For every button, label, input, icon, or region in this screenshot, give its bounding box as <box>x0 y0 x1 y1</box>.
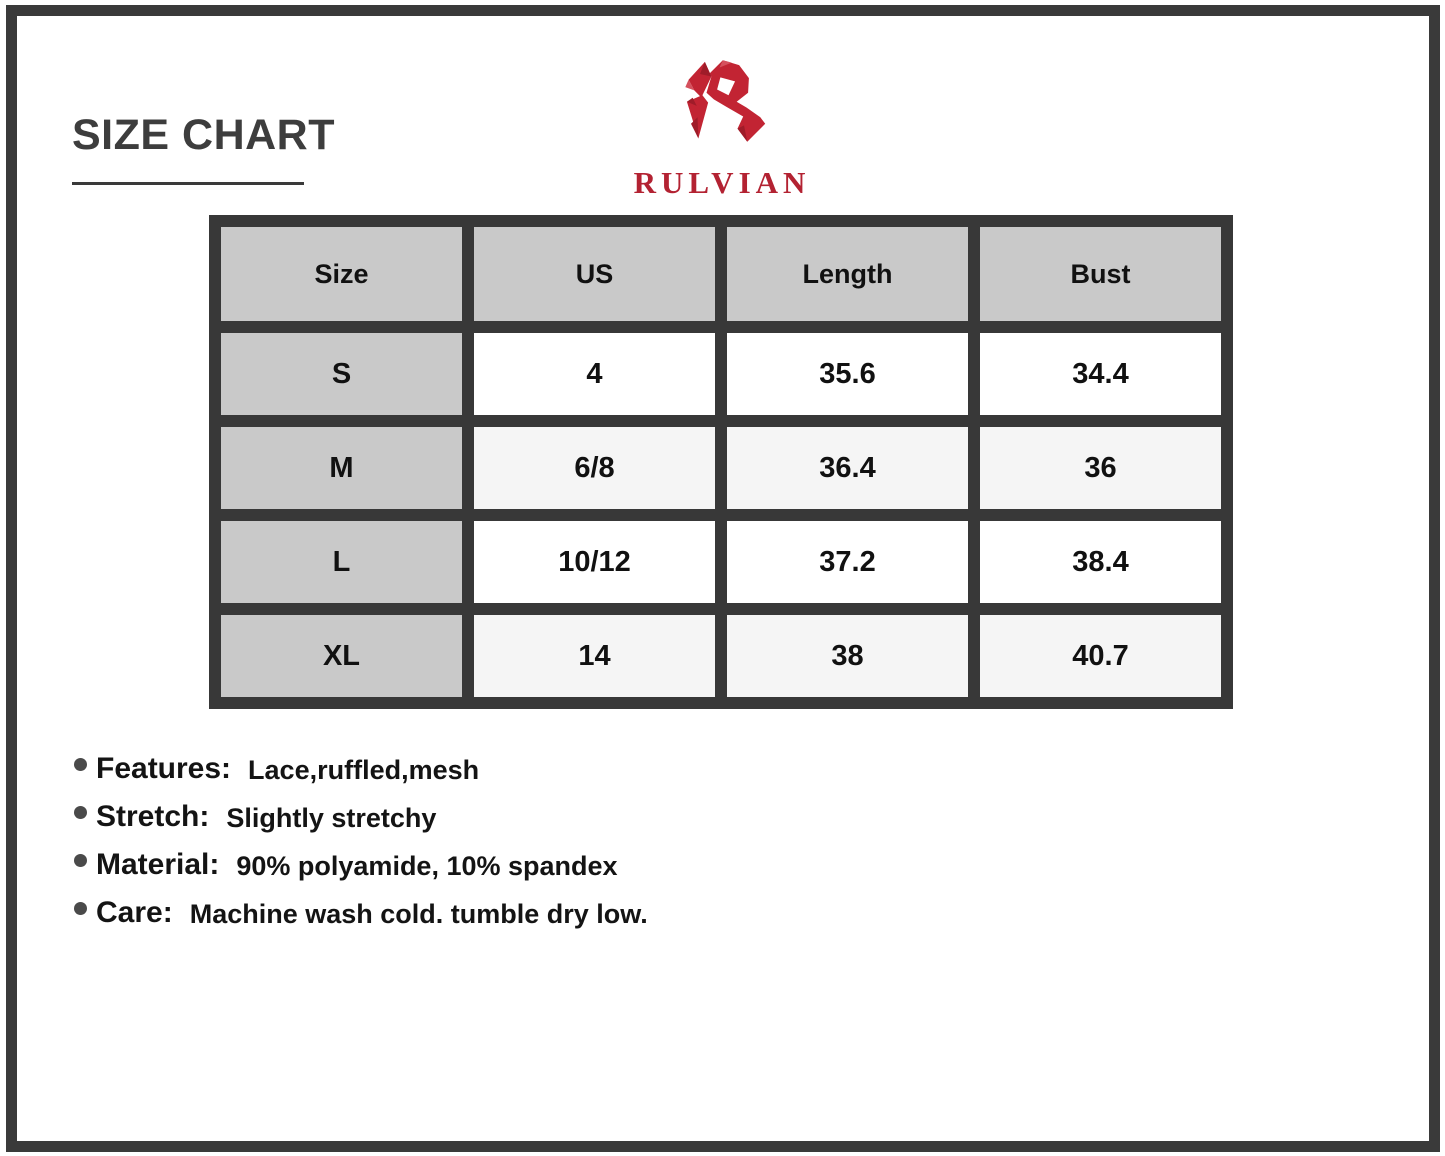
cell-length: 38 <box>727 615 968 697</box>
cell-length: 36.4 <box>727 427 968 509</box>
cell-length: 37.2 <box>727 521 968 603</box>
cell-bust: 34.4 <box>980 333 1221 415</box>
detail-label: Features: <box>96 752 232 785</box>
cell-bust: 38.4 <box>980 521 1221 603</box>
bullet-icon <box>74 854 87 867</box>
bullet-icon <box>74 806 87 819</box>
details-list <box>74 752 648 944</box>
table-row-m <box>221 427 1221 509</box>
cell-us: 4 <box>474 333 715 415</box>
cell-us: 10/12 <box>474 521 715 603</box>
cell-size: L <box>221 521 462 603</box>
detail-value: 90% polyamide, 10% spandex <box>236 851 618 881</box>
bullet-icon <box>74 758 87 771</box>
table-row-l <box>221 521 1221 603</box>
brand-logo-icon <box>669 46 775 160</box>
cell-length: 35.6 <box>727 333 968 415</box>
cell-size: S <box>221 333 462 415</box>
title-underline <box>72 182 304 185</box>
list-item-care <box>74 896 648 931</box>
detail-label: Stretch: <box>96 800 210 833</box>
list-item-material <box>74 848 648 883</box>
cell-us: 6/8 <box>474 427 715 509</box>
detail-value: Lace,ruffled,mesh <box>248 755 480 785</box>
size-chart-table <box>209 215 1233 709</box>
page-title: SIZE CHART <box>72 111 335 159</box>
table-row-xl <box>221 615 1221 697</box>
detail-value: Slightly stretchy <box>226 803 437 833</box>
cell-us: 14 <box>474 615 715 697</box>
table-header-row <box>221 227 1221 321</box>
table-row-s <box>221 333 1221 415</box>
title-block <box>72 112 335 185</box>
list-item-features <box>74 752 648 787</box>
cell-bust: 36 <box>980 427 1221 509</box>
brand-block <box>572 46 872 201</box>
brand-name: RULVIAN <box>633 165 811 200</box>
bullet-icon <box>74 902 87 915</box>
column-header-bust: Bust <box>980 227 1221 321</box>
column-header-length: Length <box>727 227 968 321</box>
cell-bust: 40.7 <box>980 615 1221 697</box>
column-header-size: Size <box>221 227 462 321</box>
cell-size: M <box>221 427 462 509</box>
detail-label: Material: <box>96 848 220 881</box>
detail-label: Care: <box>96 896 173 929</box>
column-header-us: US <box>474 227 715 321</box>
list-item-stretch <box>74 800 648 835</box>
cell-size: XL <box>221 615 462 697</box>
detail-value: Machine wash cold. tumble dry low. <box>189 899 648 929</box>
